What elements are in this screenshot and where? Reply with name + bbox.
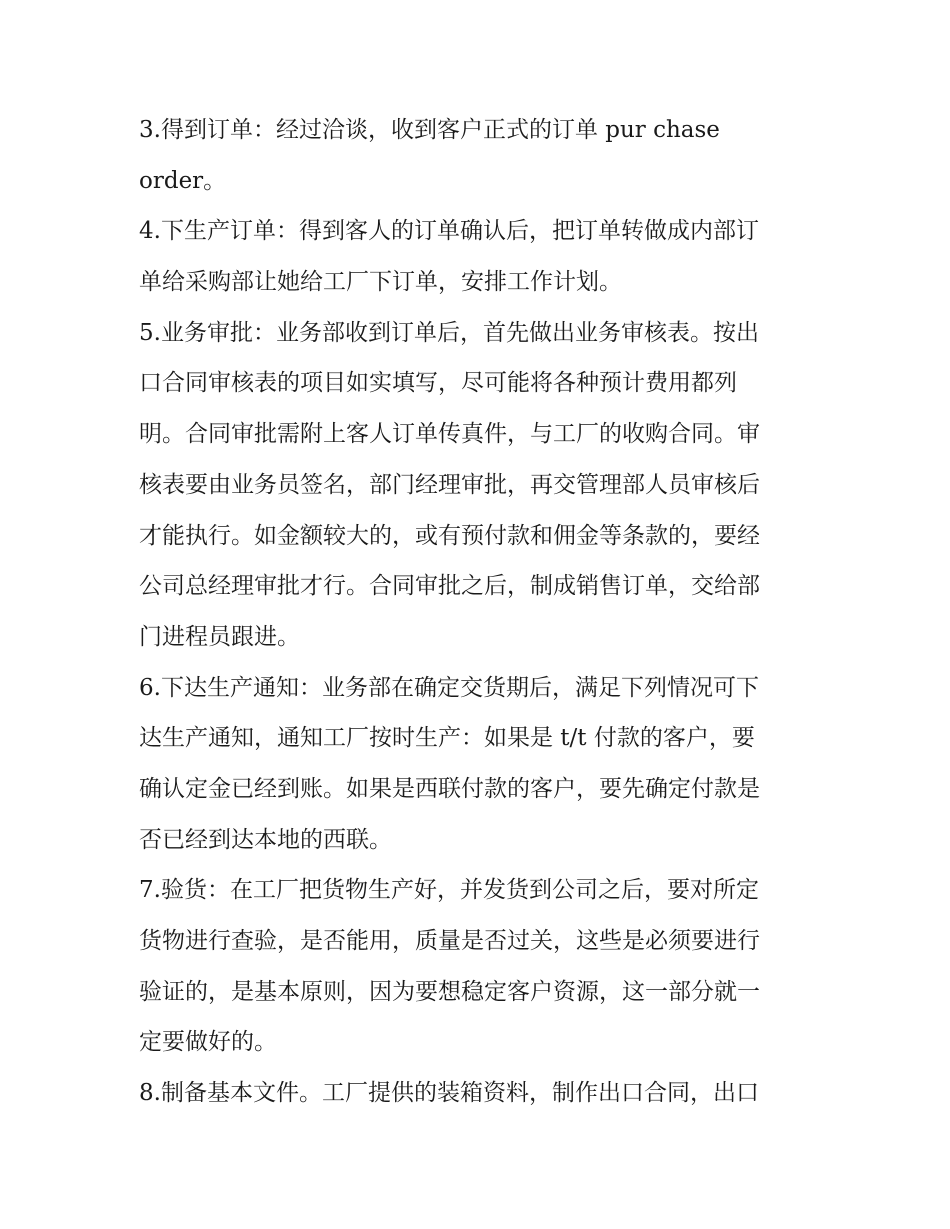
text-line: 否已经到达本地的西联。: [139, 826, 392, 853]
text-line: 7.验货：在工厂把货物生产好，并发货到公司之后，要对所定: [139, 877, 759, 904]
text-line: 单给采购部让她给工厂下订单，安排工作计划。: [139, 269, 622, 296]
text-line: 验证的，是基本原则，因为要想稳定客户资源，这一部分就一: [139, 978, 760, 1005]
text-line: order。: [139, 167, 227, 194]
text-line: 5.业务审批：业务部收到订单后，首先做出业务审核表。按出: [139, 319, 759, 346]
text-line: 3.得到订单：经过洽谈，收到客户正式的订单 pur chase: [139, 117, 720, 143]
text-line: 货物进行查验，是否能用，质量是否过关，这些是必须要进行: [139, 928, 760, 954]
text-line: 才能执行。如金额较大的，或有预付款和佣金等条款的，要经: [139, 522, 760, 549]
document-body: [139, 105, 819, 1119]
text-line: 8.制备基本文件。工厂提供的装箱资料，制作出口合同，出口: [139, 1080, 759, 1107]
text-line: 6.下达生产通知：业务部在确定交货期后，满足下列情况可下: [139, 674, 759, 701]
text-line: 核表要由业务员签名，部门经理审批，再交管理部人员审核后: [139, 471, 760, 498]
text-line: 定要做好的。: [139, 1029, 277, 1056]
text-line: 4.下生产订单：得到客人的订单确认后，把订单转做成内部订: [139, 218, 759, 245]
text-line: 门进程员跟进。: [139, 623, 300, 650]
text-line: 达生产通知，通知工厂按时生产：如果是 t/t 付款的客户，要: [139, 725, 755, 752]
text-line: 明。合同审批需附上客人订单传真件，与工厂的收购合同。审: [139, 421, 760, 448]
text-line: 确认定金已经到账。如果是西联付款的客户，要先确定付款是: [139, 775, 760, 802]
text-line: 口合同审核表的项目如实填写，尽可能将各种预计费用都列: [139, 370, 737, 397]
text-line: 公司总经理审批才行。合同审批之后，制成销售订单，交给部: [139, 573, 760, 600]
